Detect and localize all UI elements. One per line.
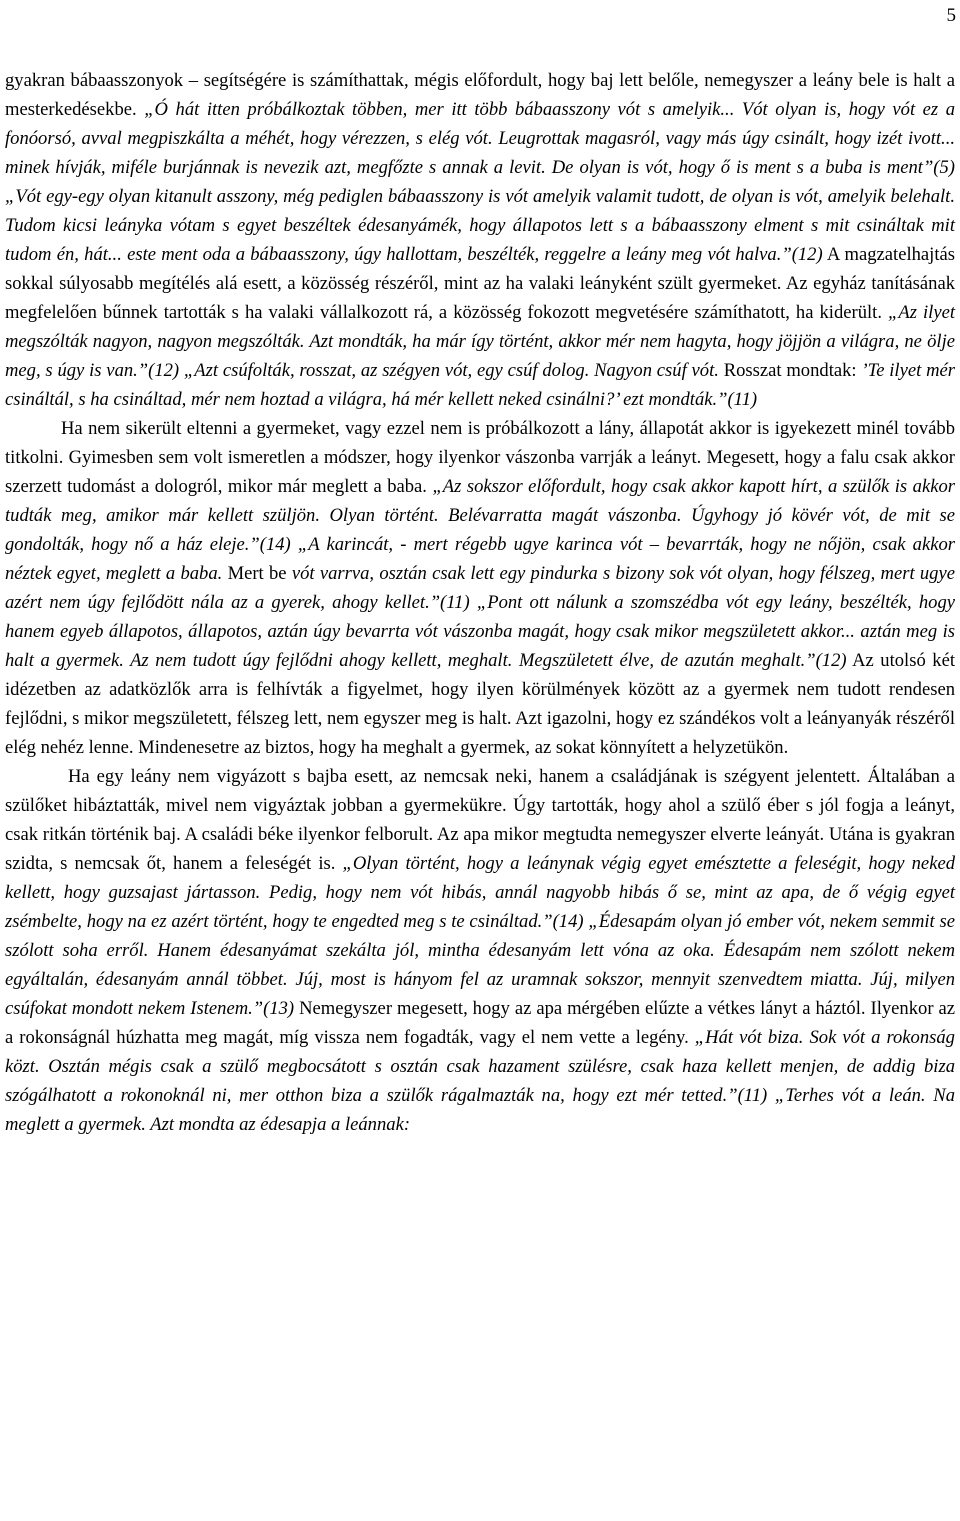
body-text-segment: Mert be <box>222 563 292 584</box>
quoted-text: „Az sokszor előfordult, hogy csak akkor kapott hírt, a szülők is akkor tudták meg, amikor már kellett szüljön. Olyan történt. Belévarratta magát vászonba. Úgyhogy jó kövér vót, de mit se gondolták, hogy nő a ház eleje.”(14) „A karincát, - mert régebb ugye karinca vót – bevarrták, hogy ne nőjön, csak akkor néztek egyet, meglett a baba. <box>5 476 956 584</box>
body-text-segment: A magzatelhajtás sokkal súlyosabb megítélés alá esett, a közösség részéről, mint az ha valaki leányként szült gyermeket. Az egyház tanításának megfelelően bűnnek tartották s ha valaki vállalkozott rá, a közösség fokozott megvetésére számíthatott, ha kiderült. <box>5 244 955 323</box>
body-text-segment: Nemegyszer megesett, hogy az apa mérgében elűzte a vétkes lányt a háztól. Ilyenkor az a rokonságnál húzhatta meg magát, míg vissza nem fogadták, vagy el nem vette a legény. <box>5 998 955 1048</box>
body-text-segment: Ha nem sikerült eltenni a gyermeket, vagy ezzel nem is próbálkozott a lány, állapotát akkor is igyekezett minél tovább titkolni. Gyimesben sem volt ismeretlen a módszer, hogy ilyenkor vászonba varrják a leányt. Megesett, hogy a falu csak akkor szerzett tudomást a dologról, mikor már meglett a baba. <box>5 418 955 497</box>
body-text-segment: gyakran bábaasszonyok – segítségére is számíthattak, mégis előfordult, hogy baj lett belőle, nemegyszer a leány bele is halt a mesterkedésekbe. <box>5 70 955 120</box>
quoted-text: ’Te ilyet mér csináltál, s ha csináltad, mér nem hoztad a világra, há mér kellett neked csinálni?’ ezt mondták.”(11) <box>5 360 955 410</box>
quoted-text: „Az ilyet megszólták nagyon, nagyon megszólták. Azt mondták, ha már így történt, akkor mér nem hagyta, hogy jöjjön a világra, ne ölje meg, s úgy is van.”(12) „Azt csúfolták, rosszat, az szégyen vót, egy csúf dolog. Nagyon csúf vót. <box>5 302 956 381</box>
quoted-text: „Hát vót biza. Sok vót a rokonság közt. Osztán mégis csak a szülő megbocsátott s osztán csak hazament szülésre, csak haza kellett menjen, de addig biza szógálhatott a rokonoknál ni, mer otthon biza a szülők rágalmazták na, hogy ezt mér tetted.”(11) „Terhes vót a leán. Na meglett a gyermek. Azt mondta az édesapja a leánnak: <box>5 1027 955 1135</box>
body-text-segment: Az utolsó két idézetben az adatközlők arra is felhívták a figyelmet, hogy ilyen körülmények között az a gyermek nem tudott rendesen fejlődni, s mikor megszületett, félszeg lett, nem egyszer meg is halt. Azt igazolni, hogy ez szándékos volt a leányanyák részéről elég nehéz lenne. Mindenesetre az biztos, hogy ha meghalt a gyermek, az sokat könnyített a helyzetükön. <box>5 650 955 758</box>
body-text-segment: Ha egy leány nem vigyázott s bajba esett, az nemcsak neki, hanem a családjának is szégyent jelentett. Általában a szülőket hibáztatták, mivel nem vigyáztak jobban a gyermekükre. Úgy tartották, hogy ahol a szülő éber s jól fogja a leányt, csak ritkán történik baj. A családi béke ilyenkor felborult. Az apa mikor megtudta nemegyszer elverte leányát. Utána is gyakran szidta, s nemcsak őt, hanem a feleségét is. <box>5 766 955 874</box>
page-number: 5 <box>946 5 956 26</box>
body-text-segment: Rosszat mondtak: <box>718 360 862 381</box>
quoted-text: „Olyan történt, hogy a leánynak végig egyet emésztette a feleségit, hogy neked kellett, hogy guzsajast jártasson. Pedig, hogy nem vót hibás, annál nagyobb hibás ő se, mint az apa, de ő végig egyet zsémbelte, hogy na ez azért történt, hogy te engedted meg s te csináltad.”(14) „Édesapám olyan jó ember vót, nekem semmit se szólott soha erről. Hanem édesanyámat szekálta jól, mintha édesanyám lett vóna az oka. Édesapám nem szólott nekem egyáltalán, édesanyám annál többet. Júj, most is hányom fel az uramnak sokszor, mennyit szenvedtem miatta. Júj, milyen csúfokat mondott nekem Istenem.”(13) <box>5 853 955 1019</box>
quoted-text: vót varrva, osztán csak lett egy pindurka s bizony sok vót olyan, hogy félszeg, mert ugye azért nem úgy fejlődött nála az a gyerek, ahogy kellet.”(11) „Pont ott nálunk a szomszédba vót egy leány, beszélték, hogy hanem egyeb állapotos, állapotos, aztán úgy bevarrta vót vászonba magát, hogy csak mikor megszületett akkor... aztán meg is halt a gyermek. Az nem tudott úgy fejlődni ahogy kellett, meghalt. Megszületett élve, de azután meghalt.”(12) <box>5 563 955 671</box>
paragraph <box>5 414 955 762</box>
body-text <box>5 66 955 1139</box>
paragraph <box>5 66 955 414</box>
paragraph <box>5 762 955 1139</box>
quoted-text: „Ó hát itten próbálkoztak többen, mer itt több bábaasszony vót s amelyik... Vót olyan is, hogy vót ez a fonóorsó, avval megpiszkálta a méhét, hogy vérezzen, s elég vót. Leugrottak magasról, vagy más úgy csinált, hogy izét ivott... minek hívják, miféle burjánnak is nevezik azt, megfőzte s annak a levit. De olyan is vót, hogy ő is ment s a buba is ment”(5) „Vót egy-egy olyan kitanult asszony, még pediglen bábaasszony is vót amelyik valamit tudott, de olyan is vót, amelyik belehalt. Tudom kicsi leányka vótam s egyet beszéltek édesanyámék, hogy állapotos lett s a bábaasszony elment s mit csináltak mit tudom én, hát... este ment oda a bábaasszony, úgy hallottam, beszélték, reggelre a leány meg vót halva.”(12) <box>5 99 956 265</box>
